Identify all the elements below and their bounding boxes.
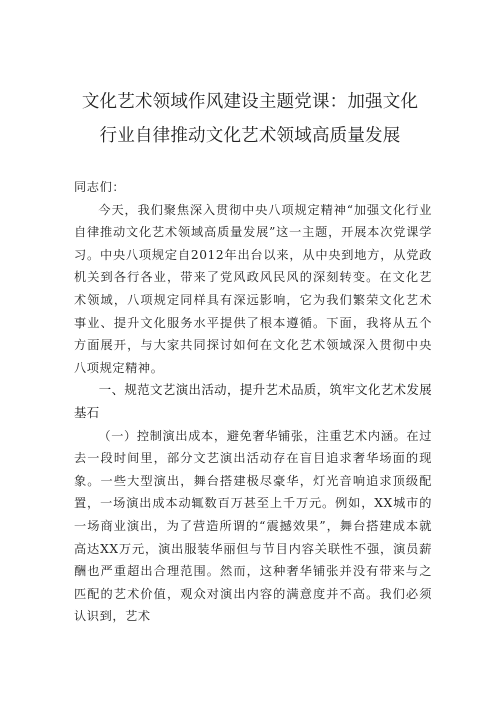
intro-paragraph: 今天，我们聚焦深入贯彻中央八项规定精神“加强文化行业自律推动文化艺术领域高质量发展”这一主题，开展本次党课学习。中央八项规定自2012年出台以来，从中央到地方，从党政机关到各行各业，带来了党风政风民风的深刻转变。在文化艺术领域，八项规定同样具有深远影响，它为我们繁荣文化艺术事业、提升文化服务水平提供了根本遵循。下面，我将从五个方面展开，与大家共同探讨如何在文化艺术领域深入贯彻中央八项规定精神。 (74, 202, 432, 375)
document-title-line-1: 文化艺术领域作风建设主题党课：加强文化 (81, 92, 419, 112)
document-body (74, 176, 432, 628)
salutation: 同志们： (74, 180, 126, 194)
subsection-1-paragraph: （一）控制演出成本，避免奢华铺张，注重艺术内涵。在过去一段时间里，部分文艺演出活动存在盲目追求奢华场面的现象。一些大型演出，舞台搭建极尽豪华，灯光音响追求顶级配置，一场演出成本动辄数百万甚至上千万元。例如，XX城市的一场商业演出，为了营造所谓的“震撼效果”，舞台搭建成本就高达XX万元，演出服装华丽但与节目内容关联性不强，演员薪酬也严重超出合理范围。然而，这种奢华铺张并没有带来与之匹配的艺术价值，观众对演出内容的满意度并不高。我们必须认识到，艺术 (74, 428, 432, 624)
section-1-heading: 一、规范文艺演出活动，提升艺术品质，筑牢文化艺术发展基石 (74, 382, 432, 420)
document-title-line-2: 行业自律推动文化艺术领域高质量发展 (99, 126, 401, 146)
